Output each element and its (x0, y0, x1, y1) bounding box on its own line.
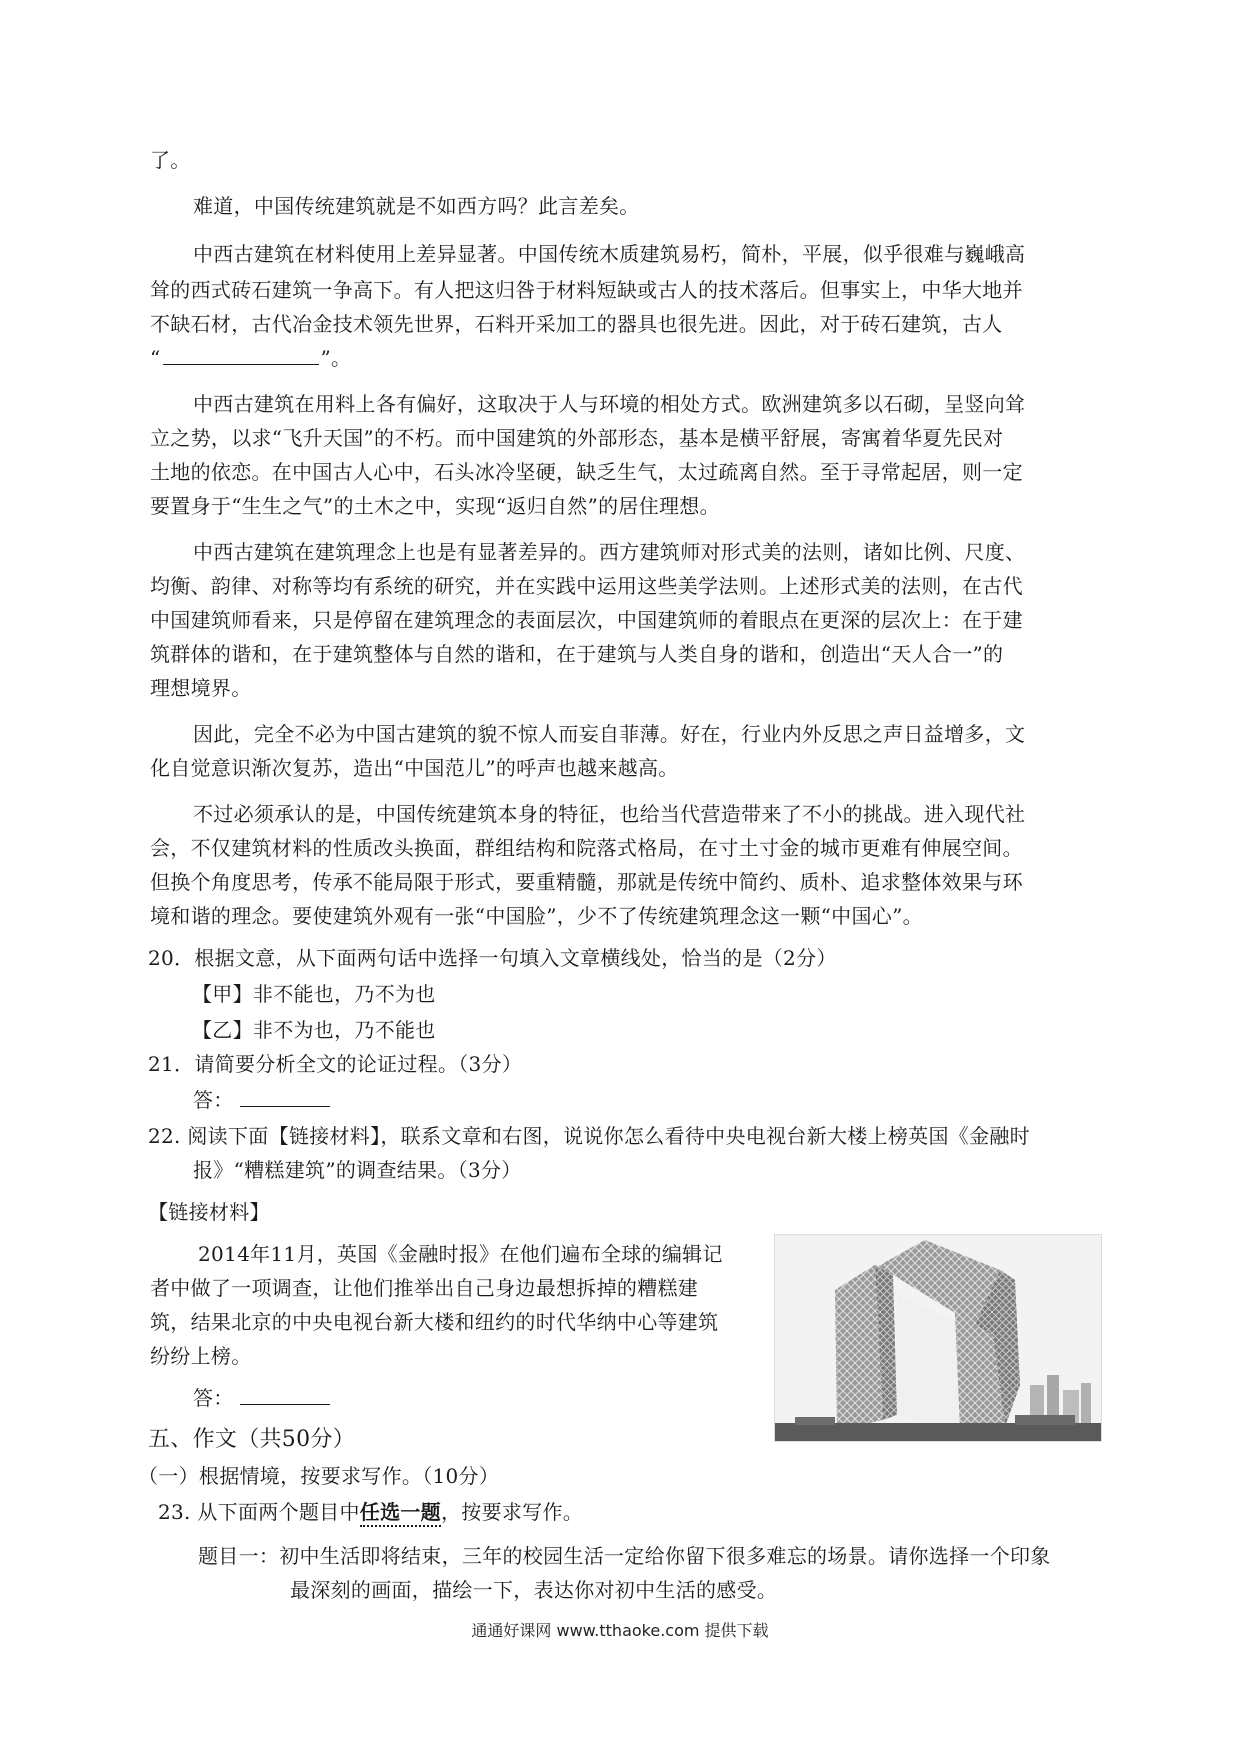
answer-blank[interactable] (240, 1384, 330, 1405)
text-line: 均衡、韵律、对称等均有系统的研究，并在实践中运用这些美学法则。上述形式美的法则，在古代 (150, 574, 1023, 598)
topic-1: 题目一：初中生活即将结束，三年的校园生活一定给你留下很多难忘的场景。请你选择一个印象 (198, 1544, 1051, 1568)
text-line: 中西古建筑在用料上各有偏好，这取决于人与环境的相处方式。欧洲建筑多以石砌，呈竖向耸 (193, 392, 1026, 416)
building-illustration (775, 1235, 1101, 1441)
text-line: 中西古建筑在建筑理念上也是有显著差异的。西方建筑师对形式美的法则，诸如比例、尺度、 (193, 540, 1026, 564)
answer-label: 答： (193, 1088, 234, 1112)
link-text: 纷纷上榜。 (150, 1344, 252, 1368)
text-line: 会，不仅建筑材料的性质改头换面，群组结构和院落式格局，在寸土寸金的城市更难有伸展空间。 (150, 836, 1023, 860)
text-line: 土地的依恋。在中国古人心中，石头冰冷坚硬，缺乏生气，太过疏离自然。至于寻常起居，则一定 (150, 460, 1023, 484)
text-line: 中国建筑师看来，只是停留在建筑理念的表面层次，中国建筑师的着眼点在更深的层次上：在于建 (150, 608, 1023, 632)
text-line: 了。 (150, 148, 191, 172)
answer-blank[interactable] (240, 1086, 330, 1107)
text-line: 耸的西式砖石建筑一争高下。有人把这归咎于材料短缺或古人的技术落后。但事实上，中华大地并 (150, 278, 1023, 302)
q23-emphasis: 任选一题 (360, 1500, 441, 1527)
text-line: 理想境界。 (150, 676, 252, 700)
text-line: 难道，中国传统建筑就是不如西方吗？此言差矣。 (193, 194, 640, 218)
question-21: 21．请简要分析全文的论证过程。（3分） (148, 1052, 523, 1076)
link-text: 者中做了一项调查，让他们推举出自己身边最想拆掉的糟糕建 (150, 1276, 699, 1300)
question-20: 20．根据文意，从下面两句话中选择一句填入文章横线处，恰当的是（2分） (148, 946, 837, 970)
q23-prefix: 23. 从下面两个题目中 (158, 1500, 360, 1524)
q23-suffix: ，按要求写作。 (440, 1500, 584, 1524)
question-23 (158, 1494, 1098, 1530)
composition-part-1: （一）根据情境，按要求写作。（10分） (138, 1464, 500, 1488)
footer-watermark: 通通好课网 www.tthaoke.com 提供下载 (471, 1621, 769, 1640)
link-text: 2014年11月，英国《金融时报》在他们遍布全球的编辑记 (198, 1242, 723, 1266)
text-line: 不过必须承认的是，中国传统建筑本身的特征，也给当代营造带来了不小的挑战。进入现代社 (193, 802, 1026, 826)
fill-blank-line (150, 340, 1090, 376)
text-line: 境和谐的理念。要使建筑外观有一张“中国脸”，少不了传统建筑理念这一颗“中国心”。 (150, 904, 923, 928)
close-quote: ”。 (320, 346, 352, 370)
option-a[interactable]: 【甲】非不能也，乃不为也 (192, 982, 436, 1006)
section-title: 五、作文（共50分） (148, 1427, 355, 1452)
cctv-building-photo (774, 1234, 1102, 1442)
text-line: 不缺石材，古代冶金技术领先世界，石料开采加工的器具也很先进。因此，对于砖石建筑，古人 (150, 312, 1003, 336)
text-line: 筑群体的谐和，在于建筑整体与自然的谐和，在于建筑与人类自身的谐和，创造出“天人合一”的 (150, 642, 1004, 666)
topic-1-cont: 最深刻的画面，描绘一下，表达你对初中生活的感受。 (290, 1578, 778, 1602)
open-quote: “ (150, 346, 161, 370)
text-line: 因此，完全不必为中国古建筑的貌不惊人而妄自菲薄。好在，行业内外反思之声日益增多，文 (193, 722, 1026, 746)
question-22: 22. 阅读下面【链接材料】，联系文章和右图，说说你怎么看待中央电视台新大楼上榜英国《金融时 (148, 1124, 1030, 1148)
option-b[interactable]: 【乙】非不为也，乃不能也 (192, 1018, 436, 1042)
link-material-title: 【链接材料】 (148, 1200, 270, 1224)
text-line: 化自觉意识渐次复苏，造出“中国范儿”的呼声也越来越高。 (150, 756, 679, 780)
fill-blank[interactable] (163, 344, 319, 365)
answer-line (193, 1082, 1133, 1118)
question-22-cont: 报》“糟糕建筑”的调查结果。（3分） (193, 1158, 522, 1182)
text-line: 要置身于“生生之气”的土木之中，实现“返归自然”的居住理想。 (150, 494, 720, 518)
answer-label: 答： (193, 1386, 234, 1410)
text-line: 但换个角度思考，传承不能局限于形式，要重精髓，那就是传统中简约、质朴、追求整体效果与环 (150, 870, 1023, 894)
text-line: 立之势，以求“飞升天国”的不朽。而中国建筑的外部形态，基本是横平舒展，寄寓着华夏先民对 (150, 426, 1004, 450)
text-line: 中西古建筑在材料使用上差异显著。中国传统木质建筑易朽，简朴，平展，似乎很难与巍峨高 (193, 242, 1026, 266)
link-text: 筑，结果北京的中央电视台新大楼和纽约的时代华纳中心等建筑 (150, 1310, 719, 1334)
